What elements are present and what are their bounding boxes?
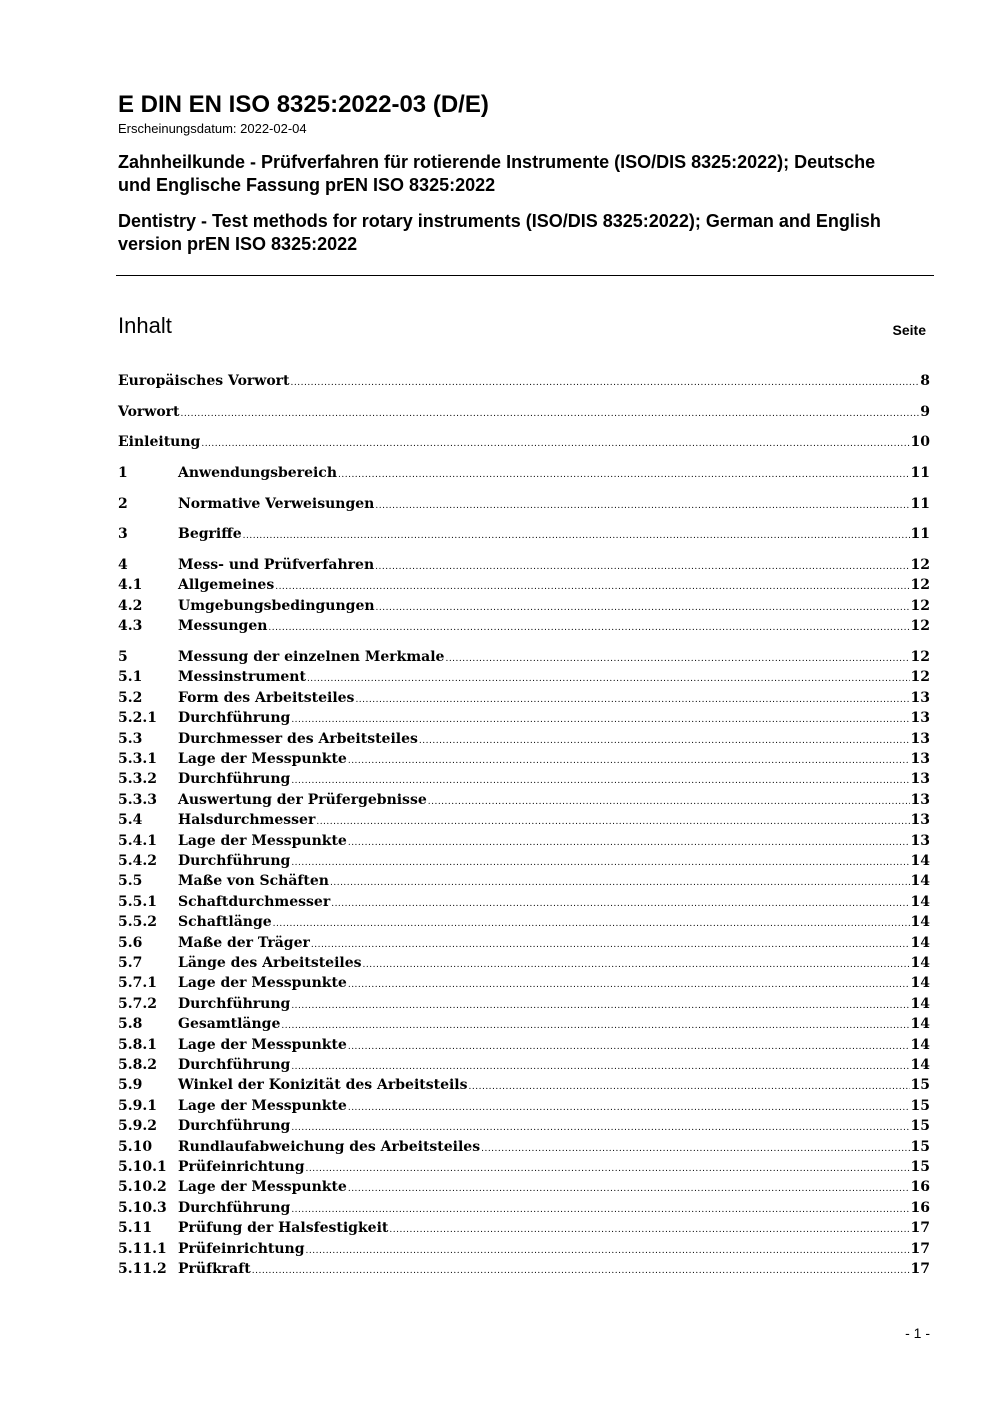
toc-entry-page: 14 (910, 853, 930, 869)
toc-entry-number: 4.3 (118, 618, 143, 634)
document-header (118, 90, 934, 256)
toc-entry-number: 5.9 (118, 1077, 143, 1094)
toc-entry[interactable] (118, 524, 930, 544)
toc-entry-page: 14 (910, 914, 930, 931)
toc-entry[interactable] (118, 1177, 930, 1197)
toc-entry-label: Mess- und Prüfverfahren (178, 557, 375, 573)
toc-entry-number: 5.3.2 (118, 771, 157, 788)
toc-entry[interactable] (118, 1218, 930, 1238)
toc-entry-number: 5.9.2 (118, 1118, 157, 1135)
toc-entry-label: Durchführung (178, 1199, 291, 1216)
toc-dot-leader (481, 1139, 909, 1159)
toc-entry-label: Lage der Messpunkte (178, 751, 347, 767)
toc-dot-leader (291, 1057, 909, 1077)
toc-entry-page: 15 (910, 1138, 930, 1155)
toc-entry-page: 13 (910, 771, 930, 788)
toc-entry-label: Maße von Schäften (178, 873, 329, 890)
toc-dot-leader (363, 955, 910, 975)
toc-entry-label: Durchführung (178, 771, 291, 788)
toc-entry[interactable] (118, 1014, 930, 1034)
toc-entry-number: 5.5 (118, 873, 143, 890)
toc-entry-label: Messinstrument (178, 669, 306, 686)
toc-entry[interactable] (118, 912, 930, 932)
toc-entry-label: Winkel der Konizität des Arbeitsteils (178, 1077, 468, 1094)
toc-entry[interactable] (118, 851, 930, 871)
toc-entry-label: Durchführung (178, 1057, 291, 1073)
toc-dot-leader (306, 1241, 910, 1261)
document-id: E DIN EN ISO 8325:2022-03 (D/E) (118, 91, 489, 118)
toc-entry[interactable] (118, 463, 930, 483)
toc-entry-label: Begriffe (178, 526, 242, 542)
toc-entry-number: 5.2.1 (118, 710, 157, 727)
toc-entry-page: 14 (910, 934, 930, 951)
toc-entry-number: 5.4.1 (118, 832, 157, 849)
toc-entry-label: Durchführung (178, 1118, 291, 1135)
toc-heading: Inhalt (118, 313, 172, 338)
toc-dot-leader (307, 669, 910, 689)
toc-entry[interactable] (118, 1035, 930, 1055)
toc-entry-page: 12 (910, 577, 930, 593)
toc-entry-label: Prüfeinrichtung (178, 1240, 305, 1257)
toc-dot-leader (375, 557, 909, 577)
toc-dot-leader (311, 935, 910, 955)
toc-dot-leader (291, 710, 909, 730)
toc-entry-number: 5.10.2 (118, 1179, 167, 1196)
toc-dot-leader (273, 914, 910, 934)
toc-entry-page: 8 (920, 373, 930, 389)
toc-entry-page: 15 (910, 1159, 930, 1175)
toc-dot-leader (291, 1200, 909, 1220)
toc-entry[interactable] (118, 555, 930, 575)
toc-entry-number: 5.2 (118, 689, 143, 706)
toc-entry-label: Durchführung (178, 995, 291, 1012)
toc-entry-page: 17 (910, 1240, 930, 1257)
toc-dot-leader (376, 598, 910, 618)
toc-entry-number: 5.4.2 (118, 853, 157, 869)
toc-dot-leader (389, 1220, 909, 1240)
toc-entry-page: 13 (910, 832, 930, 849)
toc-entry-label: Durchführung (178, 710, 291, 727)
toc-entry-number: 5.11.1 (118, 1240, 167, 1257)
toc-entry-label: Durchführung (178, 853, 291, 869)
toc-entry-number: 5.10.1 (118, 1159, 167, 1175)
toc-entry[interactable] (118, 1075, 930, 1095)
toc-entry[interactable] (118, 402, 930, 422)
toc-entry[interactable] (118, 688, 930, 708)
toc-entry-page: 15 (910, 1077, 930, 1094)
toc-entry-number: 3 (118, 526, 128, 542)
toc-dot-leader (291, 771, 909, 791)
toc-entry-page: 12 (910, 669, 930, 686)
toc-entry-label: Lage der Messpunkte (178, 832, 347, 849)
toc-dot-leader (348, 1179, 910, 1199)
toc-entry-page: 15 (910, 1097, 930, 1114)
toc-entry-number: 4.2 (118, 598, 143, 614)
toc-entry-label: Lage der Messpunkte (178, 1036, 347, 1053)
toc-entry-page: 15 (910, 1118, 930, 1135)
toc-entry-page: 17 (910, 1220, 930, 1237)
toc-entry[interactable] (118, 729, 930, 749)
toc-entry-page: 10 (910, 434, 930, 450)
toc-entry-page: 12 (910, 618, 930, 634)
toc-dot-leader (291, 373, 920, 393)
toc-entry-page: 14 (910, 955, 930, 971)
toc-entry[interactable] (118, 871, 930, 891)
toc-entry-number: 5.3 (118, 730, 143, 747)
toc-dot-leader (252, 1261, 910, 1281)
toc-entry-number: 4.1 (118, 577, 143, 593)
toc-entry-page: 12 (910, 557, 930, 573)
toc-dot-leader (331, 894, 909, 914)
publication-date: Erscheinungsdatum: 2022-02-04 (118, 121, 307, 136)
toc-entry-page: 14 (910, 1057, 930, 1073)
toc-entry[interactable] (118, 810, 930, 830)
toc-entry[interactable] (118, 1157, 930, 1177)
toc-entry-number: 1 (118, 465, 128, 481)
toc-entry[interactable] (118, 647, 930, 667)
toc-entry-label: Schaftdurchmesser (178, 893, 331, 910)
toc-dot-leader (291, 853, 909, 873)
toc-entry-label: Messungen (178, 618, 268, 634)
toc-page-heading: Seite (892, 322, 926, 338)
toc-entry-number: 5.3.3 (118, 791, 157, 808)
toc-entry-page: 11 (910, 465, 930, 481)
toc-entry-label: Länge des Arbeitsteiles (178, 955, 362, 971)
toc-entry-page: 14 (910, 893, 930, 910)
toc-entry-number: 5.10 (118, 1138, 153, 1155)
toc-entry-number: 5.9.1 (118, 1097, 157, 1114)
toc-entry-page: 12 (910, 598, 930, 614)
toc-entry-number: 2 (118, 496, 128, 512)
toc-entry-number: 5.7 (118, 955, 143, 971)
toc-dot-leader (181, 404, 920, 424)
toc-entry-label: Rundlaufabweichung des Arbeitsteiles (178, 1138, 481, 1155)
toc-entry-label: Auswertung der Prüfergebnisse (178, 791, 427, 808)
toc-entry-number: 5.11 (118, 1220, 153, 1237)
toc-dot-leader (355, 690, 909, 710)
toc-dot-leader (243, 526, 910, 546)
toc-entry[interactable] (118, 973, 930, 993)
toc-entry-label: Europäisches Vorwort (118, 373, 290, 389)
toc-entry-number: 5.6 (118, 934, 143, 951)
toc-entry[interactable] (118, 953, 930, 973)
toc-dot-leader (268, 618, 909, 638)
toc-entry-number: 5.11.2 (118, 1261, 167, 1277)
toc-entry-number: 5.5.2 (118, 914, 157, 931)
toc-dot-leader (375, 496, 909, 516)
toc-dot-leader (306, 1159, 910, 1179)
toc-entry-page: 11 (910, 496, 930, 512)
toc-entry[interactable] (118, 1239, 930, 1259)
toc-dot-leader (348, 1037, 910, 1057)
toc-entry-label: Lage der Messpunkte (178, 1179, 347, 1196)
toc-entry[interactable] (118, 769, 930, 789)
toc-dot-leader (348, 975, 910, 995)
toc-entry[interactable] (118, 1137, 930, 1157)
toc-entry-label: Messung der einzelnen Merkmale (178, 649, 445, 665)
toc-entry[interactable] (118, 432, 930, 452)
toc-entry-number: 5.7.2 (118, 995, 157, 1012)
toc-dot-leader (428, 792, 910, 812)
toc-dot-leader (281, 1016, 909, 1036)
toc-entry-number: 5.8.2 (118, 1057, 157, 1073)
toc-entry-page: 14 (910, 1016, 930, 1033)
toc-entry-label: Vorwort (118, 404, 180, 420)
toc-entry[interactable] (118, 596, 930, 616)
toc-entry-number: 5.3.1 (118, 751, 157, 767)
toc-dot-leader (348, 833, 910, 853)
toc-dot-leader (445, 649, 909, 669)
toc-entry[interactable] (118, 749, 930, 769)
title-german: Zahnheilkunde - Prüfverfahren für rotierende Instrumente (ISO/DIS 8325:2022); Deutsche und Englische Fassung prEN ISO 8325:2022 (118, 152, 876, 195)
page-number: - 1 - (905, 1325, 930, 1341)
toc-entry-label: Prüfeinrichtung (178, 1159, 305, 1175)
toc-entry-label: Schaftlänge (178, 914, 272, 931)
toc-entry[interactable] (118, 667, 930, 687)
toc-entry-label: Halsdurchmesser (178, 812, 316, 829)
toc-entry-label: Normative Verweisungen (178, 496, 375, 512)
toc-entry-label: Anwendungsbereich (178, 465, 337, 481)
toc-entry-number: 5.5.1 (118, 893, 157, 910)
toc-entry-label: Durchmesser des Arbeitsteiles (178, 730, 418, 747)
toc-entry-label: Maße der Träger (178, 934, 310, 951)
toc-dot-leader (348, 751, 910, 771)
toc-entry[interactable] (118, 994, 930, 1014)
toc-entry-page: 14 (910, 975, 930, 992)
toc-dot-leader (316, 812, 909, 832)
toc-entry[interactable] (118, 831, 930, 851)
toc-entry-page: 13 (910, 812, 930, 829)
toc-dot-leader (291, 996, 909, 1016)
toc-entry-page: 14 (910, 873, 930, 890)
toc-entry[interactable] (118, 575, 930, 595)
toc-entry-number: 5.1 (118, 669, 143, 686)
toc-entry[interactable] (118, 616, 930, 636)
toc-entry-page: 14 (910, 1036, 930, 1053)
toc-entry-page: 14 (910, 995, 930, 1012)
toc-entry-page: 9 (920, 404, 930, 420)
toc-entry-label: Lage der Messpunkte (178, 975, 347, 992)
toc-entry-number: 5.7.1 (118, 975, 157, 992)
toc-entry-label: Umgebungsbedingungen (178, 598, 375, 614)
toc-entry-number: 5.10.3 (118, 1199, 167, 1216)
toc-entry-page: 17 (910, 1261, 930, 1277)
toc-entry[interactable] (118, 1259, 930, 1279)
toc-entry[interactable] (118, 933, 930, 953)
toc-entry-page: 13 (910, 730, 930, 747)
toc-dot-leader (348, 1098, 910, 1118)
toc-entry[interactable] (118, 494, 930, 514)
toc-entry-label: Lage der Messpunkte (178, 1097, 347, 1114)
toc-dot-leader (419, 731, 910, 751)
toc-entry-number: 4 (118, 557, 128, 573)
toc-dot-leader (338, 465, 910, 485)
toc-entry-number: 5 (118, 649, 128, 665)
toc-entry-page: 16 (910, 1179, 930, 1196)
toc-entry-label: Prüfkraft (178, 1261, 251, 1277)
toc-entry[interactable] (118, 892, 930, 912)
toc-dot-leader (275, 577, 909, 597)
title-english: Dentistry - Test methods for rotary instruments (ISO/DIS 8325:2022); German and English version prEN ISO 8325:2022 (118, 211, 881, 254)
toc-entry[interactable] (118, 1096, 930, 1116)
toc-entry[interactable] (118, 1198, 930, 1218)
toc-entry-page: 12 (910, 649, 930, 665)
toc-entry-page: 13 (910, 751, 930, 767)
toc-entry-page: 16 (910, 1199, 930, 1216)
toc-entry-page: 13 (910, 710, 930, 727)
toc-entry-label: Prüfung der Halsfestigkeit (178, 1220, 389, 1237)
header-divider (116, 275, 934, 276)
toc-entry-label: Allgemeines (178, 577, 275, 593)
toc-entry-label: Form des Arbeitsteiles (178, 689, 355, 706)
toc-entry-page: 13 (910, 689, 930, 706)
toc-entry[interactable] (118, 371, 930, 391)
toc-entry[interactable] (118, 1055, 930, 1075)
toc-entry[interactable] (118, 708, 930, 728)
toc-dot-leader (330, 873, 910, 893)
toc-entry-page: 11 (910, 526, 930, 542)
toc-entry[interactable] (118, 1116, 930, 1136)
toc-entry[interactable] (118, 790, 930, 810)
toc-entry-label: Gesamtlänge (178, 1016, 281, 1033)
toc-dot-leader (201, 434, 909, 454)
toc-entry-number: 5.4 (118, 812, 143, 829)
toc-dot-leader (469, 1077, 910, 1097)
toc-entry-label: Einleitung (118, 434, 201, 450)
toc-dot-leader (291, 1118, 909, 1138)
toc-entry-page: 13 (910, 791, 930, 808)
toc-entry-number: 5.8.1 (118, 1036, 157, 1053)
toc-entry-number: 5.8 (118, 1016, 143, 1033)
